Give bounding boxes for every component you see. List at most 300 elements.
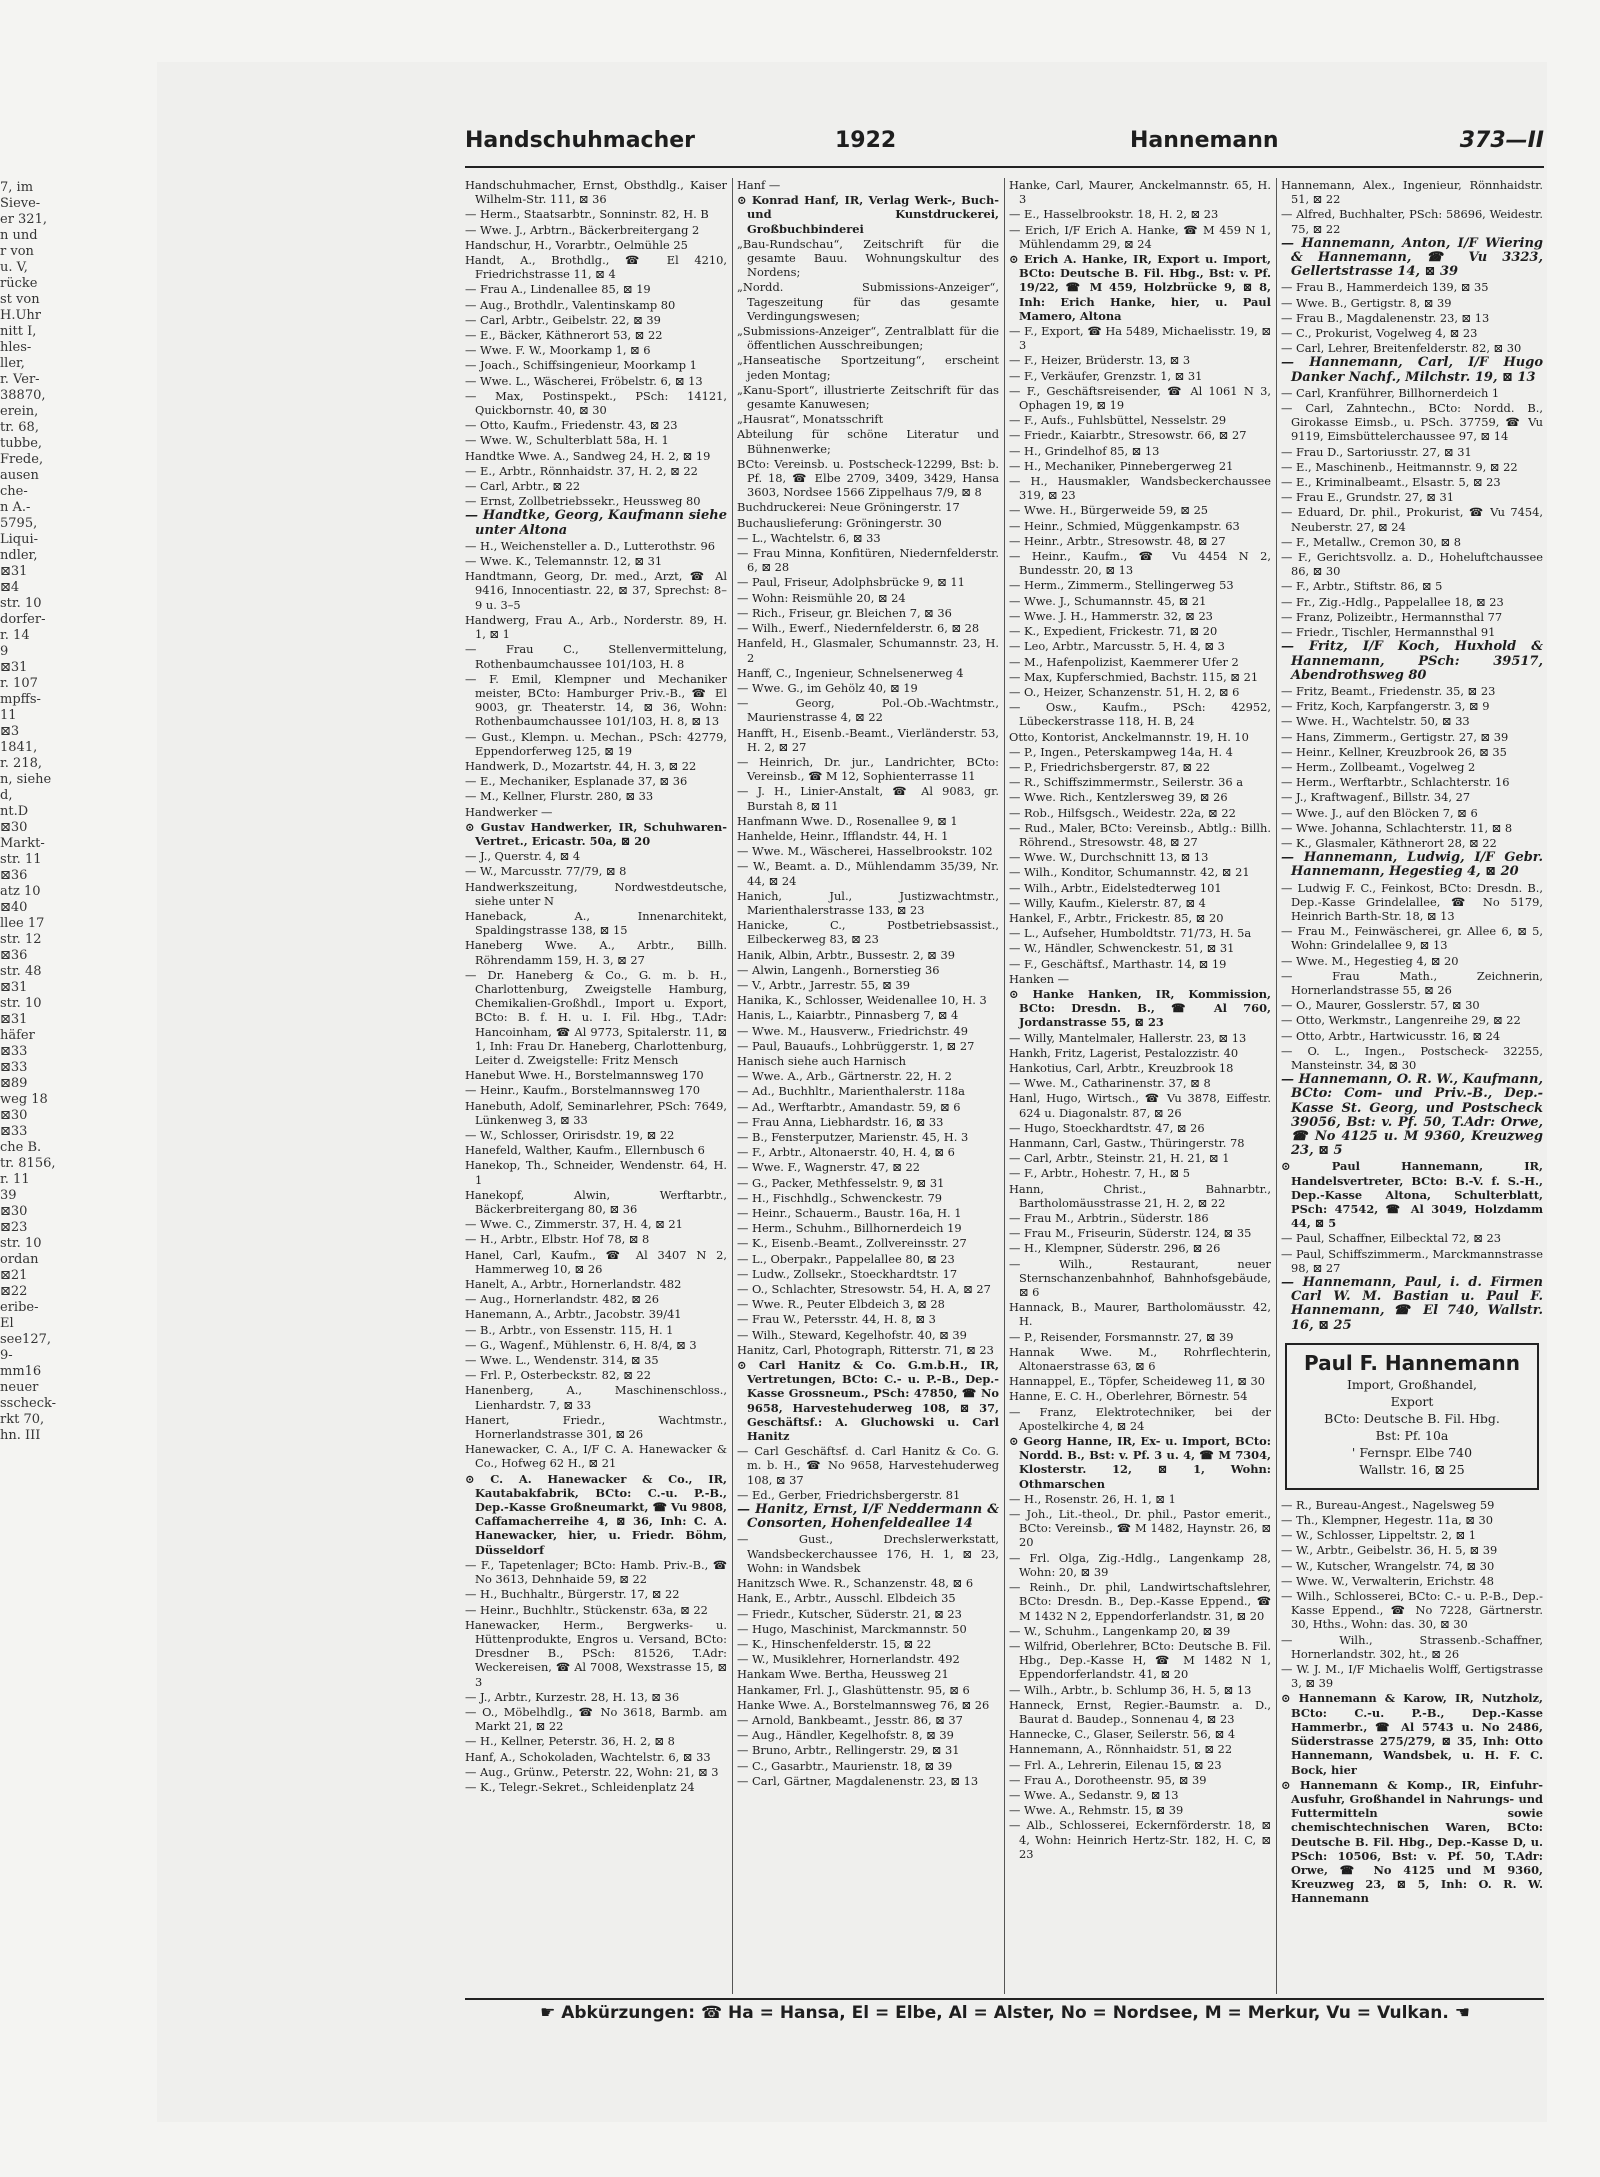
directory-entry: — Franz, Elektrotechniker, bei der Apostelkirche 4, ⊠ 24 [1009,1404,1271,1433]
directory-entry: — Rich., Friseur, gr. Bleichen 7, ⊠ 36 [737,605,952,620]
directory-entry: — Otto, Kaufm., Friedenstr. 43, ⊠ 23 [465,418,678,433]
directory-entry: — Rud., Maler, BCto: Vereinsb., Abtlg.: Billh. Röhrend., Stresowstr. 48, ⊠ 27 [1009,820,1271,849]
directory-entry: Hanneck, Ernst, Regier.-Baumstr. a. D., Baurat d. Baudep., Sonnenau 4, ⊠ 23 [1009,1697,1271,1726]
directory-entry: Handt, A., Brothdlg., ☎ El 4210, Friedrichstrasse 11, ⊠ 4 [465,253,727,282]
prev-page-fragment: ausen [0,468,39,483]
directory-entry: Hank, E., Arbtr., Ausschl. Elbdeich 35 [737,1591,956,1606]
prev-page-fragment: Markt- [0,836,45,851]
previous-page-edge [0,180,60,2140]
directory-entry: — Wwe. J., auf den Blöcken 7, ⊠ 6 [1281,805,1478,820]
page-header [465,128,1544,162]
directory-entry: — F., Verkäufer, Grenzstr. 1, ⊠ 31 [1009,368,1203,383]
prev-page-fragment: 9 [0,644,9,659]
directory-entry: — Carl, Lehrer, Breitenfelderstr. 82, ⊠ 30 [1281,341,1522,356]
prev-page-fragment: ⊠36 [0,948,28,963]
prev-page-fragment: erein, [0,404,39,419]
directory-entry: Hannappel, E., Töpfer, Scheideweg 11, ⊠ 30 [1009,1374,1266,1389]
directory-entry: — Alb., Schlosserei, Eckernförderstr. 18, ⊠ 4, Wohn: Heinrich Hertz-Str. 182, H. C, ⊠ 23 [1009,1818,1271,1861]
directory-entry: — Heinr., Buchhltr., Stückenstr. 63a, ⊠ 22 [465,1602,708,1617]
directory-entry: — W., Schlosser, Lippeltstr. 2, ⊠ 1 [1281,1528,1476,1543]
prev-page-fragment: tr. 68, [0,420,39,435]
directory-entry: — Hannemann, Carl, I/F Hugo Danker Nachf., Milchstr. 19, ⊠ 13 [1281,355,1543,385]
prev-page-fragment: nitt I, [0,324,37,339]
directory-entry: — Heinr., Kaufm., ☎ Vu 4454 N 2, Bundesstr. 20, ⊠ 13 [1009,549,1271,578]
directory-entry: — H., Weichensteller a. D., Lutterothstr. 96 [465,538,716,553]
column-4 [1281,178,1543,1994]
directory-entry: — Frau Minna, Konfitüren, Niedernfelderstr. 6, ⊠ 28 [737,546,999,575]
directory-entry: — Wwe. W., Verwalterin, Erichstr. 48 [1281,1573,1495,1588]
directory-entry: — F., Export, ☎ Ha 5489, Michaelisstr. 19, ⊠ 3 [1009,324,1271,353]
directory-entry: — Frau Anna, Liebhardstr. 16, ⊠ 33 [737,1114,944,1129]
directory-entry: — H., Buchhaltr., Bürgerstr. 17, ⊠ 22 [465,1587,680,1602]
prev-page-fragment: sscheck- [0,1396,57,1411]
header-year: 1922 [835,128,897,153]
directory-entry: — E., Kriminalbeamt., Elsastr. 5, ⊠ 23 [1281,475,1501,490]
directory-entry: — Wilh., Konditor, Schumannstr. 42, ⊠ 21 [1009,865,1250,880]
prev-page-fragment: hles- [0,340,32,355]
directory-entry: Hankam Wwe. Bertha, Heussweg 21 [737,1667,949,1682]
ad-line6: Wallstr. 16, ⊠ 25 [1359,1461,1465,1477]
directory-entry: — Wwe. F., Wagnerstr. 47, ⊠ 22 [737,1160,921,1175]
directory-entry: Hanenberg, A., Maschinenschloss., Lienhardstr. 7, ⊠ 33 [465,1383,727,1412]
directory-entry: — Max, Postinspekt., PSch: 14121, Quickbornstr. 40, ⊠ 30 [465,388,727,418]
directory-entry: — W., Arbtr., Geibelstr. 36, H. 5, ⊠ 39 [1281,1543,1498,1558]
directory-entry: — Heinrich, Dr. jur., Landrichter, BCto: Vereinsb., ☎ M 12, Sophienterrasse 11 [737,754,999,784]
directory-entry: — Hugo, Stoeckhardtstr. 47, ⊠ 26 [1009,1120,1205,1135]
directory-entry: — Ernst, Zollbetriebssekr., Heussweg 80 [465,494,701,509]
directory-entry: — W., Händler, Schwenckestr. 51, ⊠ 31 [1009,941,1235,956]
directory-entry: — Aug., Grünw., Peterstr. 22, Wohn: 21, ⊠ 3 [465,1764,719,1779]
directory-entry: — Georg, Pol.-Ob.-Wachtmstr., Maurienstrasse 4, ⊠ 22 [737,696,999,725]
directory-entry: — Ludwig F. C., Feinkost, BCto: Dresdn. B., Dep.-Kasse Grindelallee, ☎ No 5179, Heinrich Barth-Str. 18, ⊠ 13 [1281,880,1543,923]
directory-entry: — E., Hasselbrookstr. 18, H. 2, ⊠ 23 [1009,207,1219,222]
directory-entry: — C., Prokurist, Vogelweg 4, ⊠ 23 [1281,326,1478,341]
directory-entry: — Willy, Kaufm., Kielerstr. 87, ⊠ 4 [1009,895,1206,910]
directory-entry: — E., Bäcker, Käthnerort 53, ⊠ 22 [465,328,663,343]
directory-entry: — Wwe. C., Zimmerstr. 37, H. 4, ⊠ 21 [465,1217,683,1232]
directory-entry: Hanfeld, H., Glasmaler, Schumannstr. 23, H. 2 [737,636,999,665]
prev-page-fragment: r. 14 [0,628,30,643]
directory-entry: — Frau M., Feinwäscherei, gr. Allee 6, ⊠ 5, Wohn: Grindelallee 9, ⊠ 13 [1281,924,1543,953]
prev-page-fragment: r. Ver- [0,372,40,387]
directory-entry: Hannack, B., Maurer, Bartholomäusstr. 42, H. [1009,1300,1271,1329]
directory-entry: — Frau M., Friseurin, Süderstr. 124, ⊠ 35 [1009,1226,1252,1241]
directory-entry: Hanl, Hugo, Wirtsch., ☎ Vu 3878, Eiffestr. 624 u. Diagonalstr. 87, ⊠ 26 [1009,1091,1271,1120]
directory-entry: Handwerg, Frau A., Arb., Norderstr. 89, H. 1, ⊠ 1 [465,612,727,642]
prev-page-fragment: str. 12 [0,932,42,947]
directory-entry: — W., Musiklehrer, Hornerlandstr. 492 [737,1652,960,1667]
prev-page-fragment: Frede, [0,452,44,467]
directory-entry: — Otto, Werkmstr., Langenreihe 29, ⊠ 22 [1281,1013,1521,1028]
directory-entry: — L., Aufseher, Humboldtstr. 71/73, H. 5a [1009,926,1252,941]
prev-page-fragment: häfer [0,1028,35,1043]
prev-page-fragment: ⊠33 [0,1044,28,1059]
directory-entry: — F., Geschäftsf., Marthastr. 14, ⊠ 19 [1009,956,1227,971]
directory-entry: „Kanu-Sport“, illustrierte Zeitschrift für das gesamte Kanuwesen; [737,382,999,412]
directory-entry: — Dr. Haneberg & Co., G. m. b. H., Charlottenburg, Zweigstelle Hamburg, Chemikalien-Großhdl., Import u. Export, BCto: B. f. H. u. I. Fil. Hbg., T.Adr: Hancoinham, ☎ Al 9773, Spitalerstr. 11, ⊠ 1, Inh: Frau Dr. Haneberg, Charlottenburg, Leiter d. Zweigstelle: Fritz Mensch [465,967,727,1067]
directory-entry: Hanhelde, Heinr., Ifflandstr. 44, H. 1 [737,828,949,843]
directory-entry: Hanemann, A., Arbtr., Jacobstr. 39/41 [465,1307,682,1322]
prev-page-fragment: Liqui- [0,532,39,547]
directory-entry: ⊙ Gustav Handwerker, IR, Schuhwaren-Vertret., Ericastr. 50a, ⊠ 20 [465,819,727,848]
directory-entry: Hanmann, Carl, Gastw., Thüringerstr. 78 [1009,1136,1245,1150]
advertisement-box [1285,1343,1539,1490]
prev-page-fragment: ⊠4 [0,580,20,595]
directory-entry: Hanekopf, Alwin, Werftarbtr., Bäckerbreitergang 80, ⊠ 36 [465,1187,727,1217]
prev-page-fragment: ⊠23 [0,1220,28,1235]
directory-entry: Hanefeld, Walther, Kaufm., Ellernbusch 6 [465,1143,705,1158]
prev-page-fragment: 9- [0,1348,13,1363]
directory-entry: — O., Maurer, Gosslerstr. 57, ⊠ 30 [1281,998,1480,1013]
directory-entry: — Frau W., Petersstr. 44, H. 8, ⊠ 3 [737,1312,936,1327]
directory-entry: — Hanitz, Ernst, I/F Neddermann & Consorten, Hohenfeldeallee 14 [737,1502,999,1532]
prev-page-fragment: rkt 70, [0,1412,45,1427]
directory-entry: — H., Klempner, Süderstr. 296, ⊠ 26 [1009,1241,1221,1256]
directory-entry: — F., Aufs., Fuhlsbüttel, Nesselstr. 29 [1009,413,1227,428]
directory-entry: — Alfred, Buchhalter, PSch: 58696, Weidestr. 75, ⊠ 22 [1281,207,1543,236]
directory-entry: — F., Geschäftsreisender, ☎ Al 1061 N 3, Ophagen 19, ⊠ 19 [1009,383,1271,413]
directory-entry: — Wwe. M., Wäscherei, Hasselbrookstr. 102 [737,844,993,859]
directory-entry: — Frau Math., Zeichnerin, Hornerlandstrasse 55, ⊠ 26 [1281,968,1543,997]
prev-page-fragment: ordan [0,1252,39,1267]
prev-page-fragment: 38870, [0,388,46,403]
prev-page-fragment: ⊠31 [0,564,28,579]
directory-entry: — H., Grindelhof 85, ⊠ 13 [1009,443,1160,458]
prev-page-fragment: str. 10 [0,596,42,611]
directory-entry: Hanfmann Wwe. D., Rosenallee 9, ⊠ 1 [737,813,958,828]
prev-page-fragment: n, siehe [0,772,52,787]
directory-entry: — Wwe. J., Arbtrn., Bäckerbreitergang 2 [465,222,700,237]
directory-entry: Hanis, L., Kaiarbtr., Pinnasberg 7, ⊠ 4 [737,1008,959,1023]
directory-entry: BCto: Vereinsb. u. Postscheck-12299, Bst: b. Pf. 18, ☎ Elbe 2709, 3409, 3429, Hansa 3603, Nordsee 1566 Zippelhaus 7/9, ⊠ 8 [737,456,999,500]
directory-entry: Hankamer, Frl. J., Glashüttenstr. 95, ⊠ 6 [737,1682,970,1697]
directory-entry: — G., Wagenf., Mühlenstr. 6, H. 8/4, ⊠ 3 [465,1337,697,1352]
directory-entry: — Wilh., Strassenb.-Schaffner, Hornerlandstr. 302, ht., ⊠ 26 [1281,1632,1543,1661]
directory-entry: — Friedr., Kaiarbtr., Stresowstr. 66, ⊠ 27 [1009,428,1247,443]
directory-entry: — K., Eisenb.-Beamt., Zollvereinsstr. 27 [737,1236,967,1251]
directory-entry: Handwerker — [465,804,553,819]
directory-entry: — Bruno, Arbtr., Rellingerstr. 29, ⊠ 31 [737,1743,960,1758]
directory-entry: — W., Kutscher, Wrangelstr. 74, ⊠ 30 [1281,1558,1495,1573]
directory-entry: — Carl, Arbtr., ⊠ 22 [465,479,581,494]
directory-entry: — Wwe. J., Schumannstr. 45, ⊠ 21 [1009,593,1207,608]
directory-entry: — Frau A., Dorotheenstr. 95, ⊠ 39 [1009,1772,1207,1787]
prev-page-fragment: ⊠33 [0,1060,28,1075]
directory-entry: Hanitzsch Wwe. R., Schanzenstr. 48, ⊠ 6 [737,1576,974,1591]
directory-entry: Hanke Wwe. A., Borstelmannsweg 76, ⊠ 26 [737,1697,990,1712]
directory-entry: Hanik, Albin, Arbtr., Bussestr. 2, ⊠ 39 [737,947,955,962]
directory-entry: Hannemann, Alex., Ingenieur, Rönnhaidstr. 51, ⊠ 22 [1281,178,1543,207]
prev-page-fragment: d, [0,788,13,803]
directory-entry: — Frau C., Stellenvermittelung, Rothenbaumchaussee 101/103, H. 8 [465,642,727,671]
directory-entry: — Wwe. H., Bürgerweide 59, ⊠ 25 [1009,503,1209,518]
prev-page-fragment: H.Uhr [0,308,42,323]
prev-page-fragment: ndler, [0,548,38,563]
directory-entry: — E., Mechaniker, Esplanade 37, ⊠ 36 [465,774,688,789]
directory-entry: — L., Oberpakr., Pappelallee 80, ⊠ 23 [737,1251,955,1266]
directory-entry: — R., Bureau-Angest., Nagelsweg 59 [1281,1497,1495,1512]
prev-page-fragment: Sieve- [0,196,41,211]
prev-page-fragment: r. 107 [0,676,38,691]
directory-entry: — W., Schuhm., Langenkamp 20, ⊠ 39 [1009,1623,1231,1638]
directory-entry: — Wwe. A., Arb., Gärtnerstr. 22, H. 2 [737,1069,952,1084]
directory-entry: — Wilh., Restaurant, neuer Sternschanzenbahnhof, Bahnhofsgebäude, ⊠ 6 [1009,1256,1271,1300]
directory-entry: — Frl. Olga, Zig.-Hdlg., Langenkamp 28, Wohn: 20, ⊠ 39 [1009,1550,1271,1579]
directory-entry: ⊙ Erich A. Hanke, IR, Export u. Import, BCto: Deutsche B. Fil. Hbg., Bst: v. Pf. 19/22, ☎ M 459, Holzbrücke 9, ⊠ 8, Inh: Erich Hanke, hier, u. Paul Mamero, Altona [1009,252,1271,323]
directory-entry: Hanicke, C., Postbetriebsassist., Eilbeckerweg 83, ⊠ 23 [737,918,999,947]
directory-entry: — K., Hinschenfelderstr. 15, ⊠ 22 [737,1636,932,1651]
directory-entry: — Fritz, I/F Koch, Huxhold & Hannemann, PSch: 39517, Abendrothsweg 80 [1281,639,1543,683]
ad-line5: ' Fernspr. Elbe 740 [1351,1444,1473,1460]
directory-entry: — Wilh., Schlosserei, BCto: C.- u. P.-B., Dep.-Kasse Eppend., ☎ No 7228, Gärtnerstr. 30, Hths., Wohn: das. 30, ⊠ 30 [1281,1589,1543,1632]
prev-page-fragment: 11 [0,708,17,723]
directory-entry: „Hausrat“, Monatsschrift [737,412,884,427]
prev-page-fragment: str. 48 [0,964,42,979]
directory-entry: Hanel, Carl, Kaufm., ☎ Al 3407 N 2, Hammerweg 10, ⊠ 26 [465,1247,727,1276]
directory-entry: — Frau B., Magdalenenstr. 23, ⊠ 13 [1281,310,1490,325]
directory-entry: Handwerk, D., Mozartstr. 44, H. 3, ⊠ 22 [465,758,697,773]
directory-entry: Hankotius, Carl, Arbtr., Kreuzbrook 18 [1009,1060,1234,1075]
directory-entry: — F., Metallw., Cremon 30, ⊠ 8 [1281,534,1461,549]
prev-page-fragment: n A.- [0,500,31,515]
prev-page-fragment: ⊠3 [0,724,20,739]
prev-page-fragment: r von [0,244,34,259]
prev-page-fragment: ller, [0,356,25,371]
directory-entry: ⊙ C. A. Hanewacker & Co., IR, Kautabakfabrik, BCto: C.-u. P.-B., Dep.-Kasse Großneumarkt, ☎ Vu 9808, Caffamacherreihe 4, ⊠ 36, Inh: C. A. Hanewacker, hier, u. Friedr. Böhm, Düsseldorf [465,1471,727,1557]
prev-page-fragment: nt.D [0,804,29,819]
directory-entry: — E., Arbtr., Rönnhaidstr. 37, H. 2, ⊠ 22 [465,463,698,478]
directory-columns [465,178,1545,1994]
directory-entry: Hanfft, H., Eisenb.-Beamt., Vierländerstr. 53, H. 2, ⊠ 27 [737,725,999,754]
directory-entry: Hanf, A., Schokoladen, Wachtelstr. 6, ⊠ 33 [465,1749,711,1764]
directory-entry: Hankel, F., Arbtr., Frickestr. 85, ⊠ 20 [1009,910,1224,925]
directory-entry: Hannak Wwe. M., Rohrflechterin, Altonaerstrasse 63, ⊠ 6 [1009,1344,1271,1374]
prev-page-fragment: er 321, [0,212,47,227]
directory-entry: — Carl Geschäftsf. d. Carl Hanitz & Co. G. m. b. H., ☎ No 9658, Harvestehuderweg 108, ⊠ 37 [737,1444,999,1487]
directory-entry: — O., Schlachter, Stresowstr. 54, H. A, ⊠ 27 [737,1282,991,1297]
directory-entry: — Osw., Kaufm., PSch: 42952, Lübeckerstrasse 118, H. B, 24 [1009,700,1271,729]
directory-entry: — P., Friedrichsbergerstr. 87, ⊠ 22 [1009,759,1211,774]
prev-page-fragment: ⊠31 [0,1012,28,1027]
directory-entry: — Aug., Brothdlr., Valentinskamp 80 [465,297,676,312]
prev-page-fragment: llee 17 [0,916,45,931]
prev-page-fragment: ⊠21 [0,1268,28,1283]
directory-entry: — Fritz, Koch, Karpfangerstr. 3, ⊠ 9 [1281,699,1490,714]
directory-entry: — Heinr., Schauerm., Baustr. 16a, H. 1 [737,1206,962,1221]
prev-page-fragment: tubbe, [0,436,43,451]
directory-entry: — B., Arbtr., von Essenstr. 115, H. 1 [465,1322,674,1337]
directory-entry: — J. H., Linier-Anstalt, ☎ Al 9083, gr. Burstah 8, ⊠ 11 [737,784,999,813]
directory-entry: — K., Glasmaler, Käthnerort 28, ⊠ 22 [1281,835,1497,850]
directory-entry: — Frau D., Sartoriusstr. 27, ⊠ 31 [1281,444,1472,459]
directory-entry: — Willy, Mantelmaler, Hallerstr. 23, ⊠ 13 [1009,1030,1247,1045]
prev-page-fragment: hn. III [0,1428,41,1443]
directory-entry: — F., Arbtr., Altonaerstr. 40, H. 4, ⊠ 6 [737,1145,955,1160]
directory-entry: — F., Gerichtsvollz. a. D., Hoheluftchaussee 86, ⊠ 30 [1281,550,1543,579]
directory-entry: — Herm., Werftarbtr., Schlachterstr. 16 [1281,775,1510,790]
directory-entry: — Heinr., Kaufm., Borstelmannsweg 170 [465,1083,700,1098]
directory-entry: — Arnold, Bankbeamt., Jesstr. 86, ⊠ 37 [737,1712,963,1727]
directory-entry: — Wwe. W., Durchschnitt 13, ⊠ 13 [1009,850,1209,865]
directory-entry: — Wilh., Ewerf., Niedernfelderstr. 6, ⊠ 28 [737,621,980,636]
prev-page-fragment: atz 10 [0,884,41,899]
directory-entry: — Hannemann, O. R. W., Kaufmann, BCto: Com- und Priv.-B., Dep.-Kasse St. Georg, und Postscheck 39056, Bst: v. Pf. 50, T.Adr: Orwe, ☎ No 4125 u. M 9360, Kreuzweg 23, ⊠ 5 [1281,1072,1543,1159]
directory-entry: — Paul, Bauaufs., Lohbrüggerstr. 1, ⊠ 27 [737,1038,975,1053]
directory-entry: Hanich, Jul., Justizwachtmstr., Marienthalerstrasse 133, ⊠ 23 [737,888,999,917]
prev-page-fragment: ⊠31 [0,980,28,995]
directory-entry: — P., Ingen., Peterskampweg 14a, H. 4 [1009,744,1233,759]
directory-entry: — Aug., Händler, Kegelhofstr. 8, ⊠ 39 [737,1728,954,1743]
ad-title: Paul F. Hannemann [1303,1350,1521,1375]
directory-entry: — Leo, Arbtr., Marcusstr. 5, H. 4, ⊠ 3 [1009,639,1225,654]
header-name-range: Hannemann [1130,128,1279,153]
directory-entry: — Ed., Gerber, Friedrichsbergerstr. 81 [737,1487,961,1502]
directory-entry: — Wohn: Reismühle 20, ⊠ 24 [737,590,906,605]
directory-entry: — Gust., Klempn. u. Mechan., PSch: 42779, Eppendorferweg 125, ⊠ 19 [465,729,727,758]
directory-entry: — Handtke, Georg, Kaufmann siehe unter Altona [465,508,727,538]
directory-entry: — W., Schlosser, Oririsdstr. 19, ⊠ 22 [465,1128,675,1142]
directory-entry: — Erich, I/F Erich A. Hanke, ☎ M 459 N 1, Mühlendamm 29, ⊠ 24 [1009,222,1271,251]
prev-page-fragment: weg 18 [0,1092,48,1107]
directory-entry: — W., Marcusstr. 77/79, ⊠ 8 [465,864,627,879]
directory-entry: Hann, Christ., Bahnarbtr., Bartholomäusstrasse 21, H. 2, ⊠ 22 [1009,1181,1271,1210]
header-section-title: Handschuhmacher [465,128,696,153]
directory-entry: — Hugo, Maschinist, Marckmannstr. 50 [737,1621,967,1636]
directory-entry: — Eduard, Dr. phil., Prokurist, ☎ Vu 7454, Neuberstr. 27, ⊠ 24 [1281,505,1543,534]
prev-page-fragment: ⊠22 [0,1284,28,1299]
directory-entry: „Nordd. Submissions-Anzeiger“, Tageszeitung für das gesamte Verdingungswesen; [737,280,999,323]
directory-entry: — B., Fensterputzer, Marienstr. 45, H. 3 [737,1130,969,1144]
prev-page-fragment: str. 10 [0,1236,42,1251]
prev-page-fragment: str. 11 [0,852,42,867]
prev-page-fragment: che B. [0,1140,42,1155]
directory-entry: — Paul, Schaffner, Eilbecktal 72, ⊠ 23 [1281,1231,1502,1246]
directory-entry: Hanekop, Th., Schneider, Wendenstr. 64, H. 1 [465,1158,727,1187]
directory-entry: — Herm., Staatsarbtr., Sonninstr. 82, H. B [465,207,709,222]
directory-entry: — Heinr., Schmied, Müggenkampstr. 63 [1009,518,1240,533]
directory-entry: Hankh, Fritz, Lagerist, Pestalozzistr. 40 [1009,1045,1239,1060]
directory-entry: — Wwe. J. H., Hammerstr. 32, ⊠ 23 [1009,608,1213,623]
directory-entry: Handtmann, Georg, Dr. med., Arzt, ☎ Al 9416, Innocentiastr. 22, ⊠ 37, Sprechst: 8–9 u. 3–5 [465,569,727,612]
directory-entry: — Wwe. M., Hegestieg 4, ⊠ 20 [1281,953,1459,968]
directory-entry: — W., Beamt. a. D., Mühlendamm 35/39, Nr. 44, ⊠ 24 [737,859,999,888]
footer-rule [465,1998,1544,2000]
column-3 [1009,178,1271,1994]
directory-entry: — Carl, Kranführer, Billhornerdeich 1 [1281,385,1500,400]
prev-page-fragment: ⊠40 [0,900,28,915]
directory-entry: — Max, Kupferschmied, Bachstr. 115, ⊠ 21 [1009,669,1259,684]
directory-entry: „Hanseatische Sportzeitung“, erscheint jeden Montag; [737,353,999,382]
directory-entry: — Frl. P., Osterbeckstr. 82, ⊠ 22 [465,1368,651,1383]
directory-entry: — Wilh., Steward, Kegelhofstr. 40, ⊠ 39 [737,1327,967,1342]
directory-entry: — Wilfrid, Oberlehrer, BCto: Deutsche B. Fil. Hbg., Dep.-Kasse H, ☎ M 1482 N 1, Eppendorferlandstr. 41, ⊠ 20 [1009,1638,1271,1682]
prev-page-fragment: mpffs- [0,692,41,707]
prev-page-fragment: n und [0,228,38,243]
directory-entry: — Rob., Hilfsgsch., Weidestr. 22a, ⊠ 22 [1009,805,1236,820]
directory-entry: — F., Heizer, Brüderstr. 13, ⊠ 3 [1009,353,1191,368]
header-rule [465,166,1544,168]
directory-entry: — M., Kellner, Flurstr. 280, ⊠ 33 [465,789,654,804]
prev-page-fragment: ⊠30 [0,1204,28,1219]
directory-entry: — Wwe. M., Catharinenstr. 37, ⊠ 8 [1009,1076,1211,1091]
column-2 [737,178,999,1994]
directory-entry: — Wwe. B., Gertigstr. 8, ⊠ 39 [1281,295,1452,310]
prev-page-fragment: ⊠30 [0,820,28,835]
directory-entry: Handwerkszeitung, Nordwestdeutsche, siehe unter N [465,879,727,908]
directory-entry: — Heinr., Arbtr., Stresowstr. 48, ⊠ 27 [1009,533,1226,548]
directory-entry: — Joach., Schiffsingenieur, Moorkamp 1 [465,358,697,373]
directory-entry: — K., Expedient, Frickestr. 71, ⊠ 20 [1009,624,1218,639]
directory-entry: — H., Fischhdlg., Schwenckestr. 79 [737,1190,943,1205]
directory-entry: ⊙ Carl Hanitz & Co. G.m.b.H., IR, Vertretungen, BCto: C.- u. P.-B., Dep.-Kasse Grossneum., PSch: 47850, ☎ No 9658, Harvestehuderweg 108, ⊠ 37, Geschäftsf.: A. Gluchowski u. Carl Hanitz [737,1358,999,1444]
prev-page-fragment: 7, im [0,180,34,195]
prev-page-fragment: che- [0,484,28,499]
directory-entry: Hanewacker, Herm., Bergwerks- u. Hüttenprodukte, Engros u. Versand, BCto: Dresdner B., PSch: 81526, T.Adr: Weckereisen, ☎ Al 7008, Wexstrasse 15, ⊠ 3 [465,1617,727,1689]
directory-entry: — F., Tapetenlager; BCto: Hamb. Priv.-B., ☎ No 3613, Dehnhaide 59, ⊠ 22 [465,1557,727,1587]
directory-entry: — Wwe. A., Rehmstr. 15, ⊠ 39 [1009,1803,1184,1818]
directory-entry: Hanke, Carl, Maurer, Anckelmannstr. 65, H. 3 [1009,178,1271,207]
directory-entry: Hannecke, C., Glaser, Seilerstr. 56, ⊠ 4 [1009,1727,1236,1742]
directory-entry: — Paul, Friseur, Adolphsbrücke 9, ⊠ 11 [737,575,965,590]
prev-page-fragment: mm16 [0,1364,42,1379]
prev-page-fragment: ⊠33 [0,1124,28,1139]
directory-entry: Hanisch siehe auch Harnisch [737,1053,906,1068]
directory-entry: — Wwe. K., Telemannstr. 12, ⊠ 31 [465,554,663,569]
prev-page-fragment: str. 10 [0,996,42,1011]
directory-entry: — Franz, Polizeibtr., Hermannsthal 77 [1281,609,1503,624]
prev-page-fragment: rücke [0,276,38,291]
prev-page-fragment: ⊠30 [0,1108,28,1123]
directory-entry: — Joh., Lit.-theol., Dr. phil., Pastor emerit., BCto: Vereinsb., ☎ M 1482, Haynstr. 26, ⊠ 20 [1009,1507,1271,1550]
directory-entry: Abteilung für schöne Literatur und Bühnenwerke; [737,427,999,456]
directory-entry: — Herm., Zollbeamt., Vogelweg 2 [1281,759,1476,774]
directory-entry: Hanebuth, Adolf, Seminarlehrer, PSch: 7649, Lünkenweg 3, ⊠ 33 [465,1098,727,1127]
directory-entry: — J., Querstr. 4, ⊠ 4 [465,849,581,864]
directory-entry: — L., Wachtelstr. 6, ⊠ 33 [737,530,881,545]
directory-entry: Hanert, Friedr., Wachtmstr., Hornerlandstrasse 301, ⊠ 26 [465,1412,727,1442]
directory-entry: Handschuhmacher, Ernst, Obsthdlg., Kaiser Wilhelm-Str. 111, ⊠ 36 [465,178,727,207]
directory-entry: — Ad., Buchhltr., Marienthalerstr. 118a [737,1084,965,1099]
directory-entry: ⊙ Georg Hanne, IR, Ex- u. Import, BCto: Nordd. B., Bst: v. Pf. 3 u. 4, ☎ M 7304, Klosterstr. 12, ⊠ 1, Wohn: Othmarschen [1009,1434,1271,1491]
directory-entry: — Frau B., Hammerdeich 139, ⊠ 35 [1281,280,1489,295]
directory-entry: Handschur, H., Vorarbtr., Oelmühle 25 [465,237,688,252]
directory-entry: ⊙ Hannemann & Komp., IR, Einfuhr-Ausfuhr, Großhandel in Nahrungs- und Futtermitteln sowie chemischtechnischen Waren, BCto: Deutsche B. Fil. Hbg., Dep.-Kasse D, u. PSch: 10506, Bst: v. Pf. 50, T.Adr: Orwe, ☎ No 4125 und M 9360, Kreuzweg 23, ⊠ 5, Inh: O. R. W. Hannemann [1281,1777,1543,1906]
directory-entry: — Gust., Drechslerwerkstatt, Wandsbeckerchaussee 176, H. 1, ⊠ 23, Wohn: in Wandsbek [737,1532,999,1575]
directory-entry: — Wwe. G., im Gehölz 40, ⊠ 19 [737,680,918,695]
abbreviations-footer: ☛ Abkürzungen: ☎ Ha = Hansa, El = Elbe, Al = Alster, No = Nordsee, M = Merkur, Vu = Vulkan. ☚ [540,2003,1470,2023]
directory-entry: — Wwe. Johanna, Schlachterstr. 11, ⊠ 8 [1281,820,1513,835]
column-1 [465,178,727,1994]
prev-page-fragment: ⊠36 [0,868,28,883]
prev-page-fragment: 39 [0,1188,17,1203]
directory-entry: — Fritz, Beamt., Friedenstr. 35, ⊠ 23 [1281,683,1496,698]
directory-entry: — Friedr., Kutscher, Süderstr. 21, ⊠ 23 [737,1606,962,1621]
directory-entry: — J., Kraftwagenf., Billstr. 34, 27 [1281,790,1471,805]
directory-entry: — Carl, Gärtner, Magdalenenstr. 23, ⊠ 13 [737,1773,979,1788]
directory-entry: — W. J. M., I/F Michaelis Wolff, Gertigstrasse 3, ⊠ 39 [1281,1662,1543,1691]
directory-entry: — Ad., Werftarbtr., Amandastr. 59, ⊠ 6 [737,1099,961,1114]
directory-entry: Hanewacker, C. A., I/F C. A. Hanewacker & Co., Hofweg 62 H., ⊠ 21 [465,1442,727,1471]
directory-entry: — Carl, Zahntechn., BCto: Nordd. B., Girokasse Eimsb., u. PSch. 37759, ☎ Vu 9119, Eimsbüttelerchaussee 97, ⊠ 14 [1281,401,1543,444]
directory-entry: Hanne, E. C. H., Oberlehrer, Börnestr. 54 [1009,1389,1248,1404]
directory-entry: — E., Maschinenb., Heitmannstr. 9, ⊠ 22 [1281,459,1518,474]
directory-entry: Hanika, K., Schlosser, Weidenallee 10, H. 3 [737,993,987,1008]
directory-entry: — Wilh., Arbtr., b. Schlump 36, H. 5, ⊠ 13 [1009,1682,1252,1697]
directory-entry: Handtke Wwe. A., Sandweg 24, H. 2, ⊠ 19 [465,448,711,463]
directory-entry: — Reinh., Dr. phil, Landwirtschaftslehrer, BCto: Dresdn. B., Dep.-Kasse Eppend., ☎ M 1432 N 2, Eppendorferlandstr. 31, ⊠ 20 [1009,1580,1271,1623]
directory-entry: — Hans, Zimmerm., Gertigstr. 27, ⊠ 39 [1281,729,1509,744]
directory-entry: — Wwe. R., Peuter Elbdeich 3, ⊠ 28 [737,1297,945,1312]
